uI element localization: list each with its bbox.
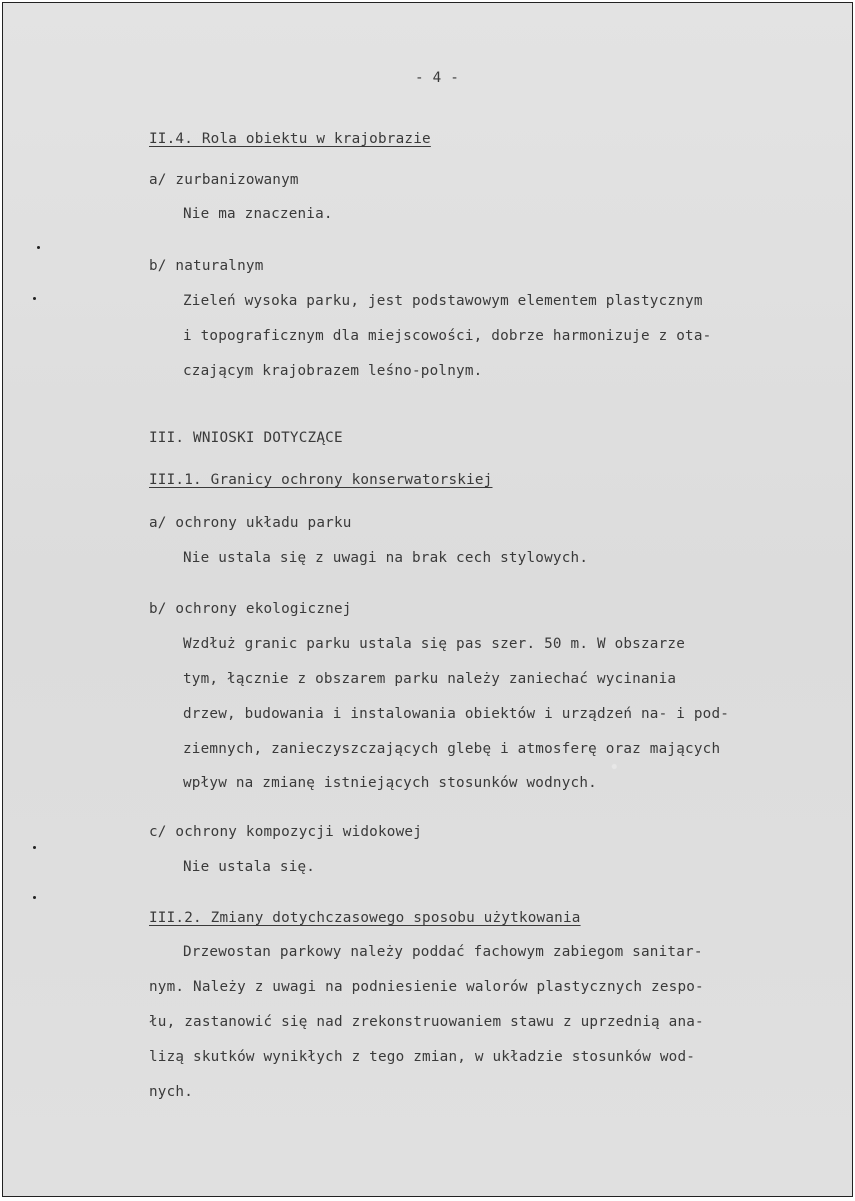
paragraph-line: Wzdłuż granic parku ustala się pas szer. 50 m. W obszarze	[183, 636, 686, 652]
item-a-text: Nie ustala się z uwagi na brak cech stylowych.	[183, 550, 589, 566]
item-c-label: c/ ochrony kompozycji widokowej	[149, 824, 423, 840]
paragraph-line: drzew, budowania i instalowania obiektów i urządzeń na- i pod-	[183, 706, 730, 722]
document-page	[2, 2, 853, 1197]
paragraph-line: Drzewostan parkowy należy poddać fachowym zabiegom sanitar-	[183, 944, 703, 960]
heading-III1: III.1. Granicy ochrony konserwatorskiej	[149, 472, 493, 488]
item-c-text: Nie ustala się.	[183, 859, 316, 875]
paragraph-line: nych.	[149, 1084, 194, 1100]
paragraph-line: czającym krajobrazem leśno-polnym.	[183, 363, 483, 379]
heading-III2: III.2. Zmiany dotychczasowego sposobu użytkowania	[149, 910, 581, 926]
paragraph-line: lizą skutków wynikłych z tego zmian, w układzie stosunków wod-	[149, 1049, 696, 1065]
paragraph-line: łu, zastanowić się nad zrekonstruowaniem stawu z uprzednią ana-	[149, 1014, 704, 1030]
paragraph-line: Zieleń wysoka parku, jest podstawowym elementem plastycznym	[183, 293, 703, 309]
page-number: - 4 -	[415, 70, 460, 86]
item-b-label: b/ naturalnym	[149, 258, 264, 274]
heading-II4: II.4. Rola obiektu w krajobrazie	[149, 131, 431, 147]
paragraph-line: ziemnych, zanieczyszczających glebę i atmosferę oraz mających	[183, 741, 721, 757]
item-a-text: Nie ma znaczenia.	[183, 206, 333, 222]
heading-III: III. WNIOSKI DOTYCZĄCE	[149, 430, 343, 446]
paragraph-line: nym. Należy z uwagi na podniesienie walorów plastycznych zespo-	[149, 979, 704, 995]
paragraph-line: tym, łącznie z obszarem parku należy zaniechać wycinania	[183, 671, 677, 687]
item-b-label: b/ ochrony ekologicznej	[149, 601, 352, 617]
paper-speck	[33, 846, 36, 849]
paragraph-line: i topograficznym dla miejscowości, dobrze harmonizuje z ota-	[183, 328, 712, 344]
item-a-label: a/ ochrony układu parku	[149, 515, 352, 531]
paragraph-line: wpływ na zmianę istniejących stosunków wodnych.	[183, 775, 597, 791]
paper-speck	[33, 896, 36, 899]
item-a-label: a/ zurbanizowanym	[149, 172, 299, 188]
paper-speck	[33, 297, 36, 300]
paper-speck	[37, 246, 40, 249]
